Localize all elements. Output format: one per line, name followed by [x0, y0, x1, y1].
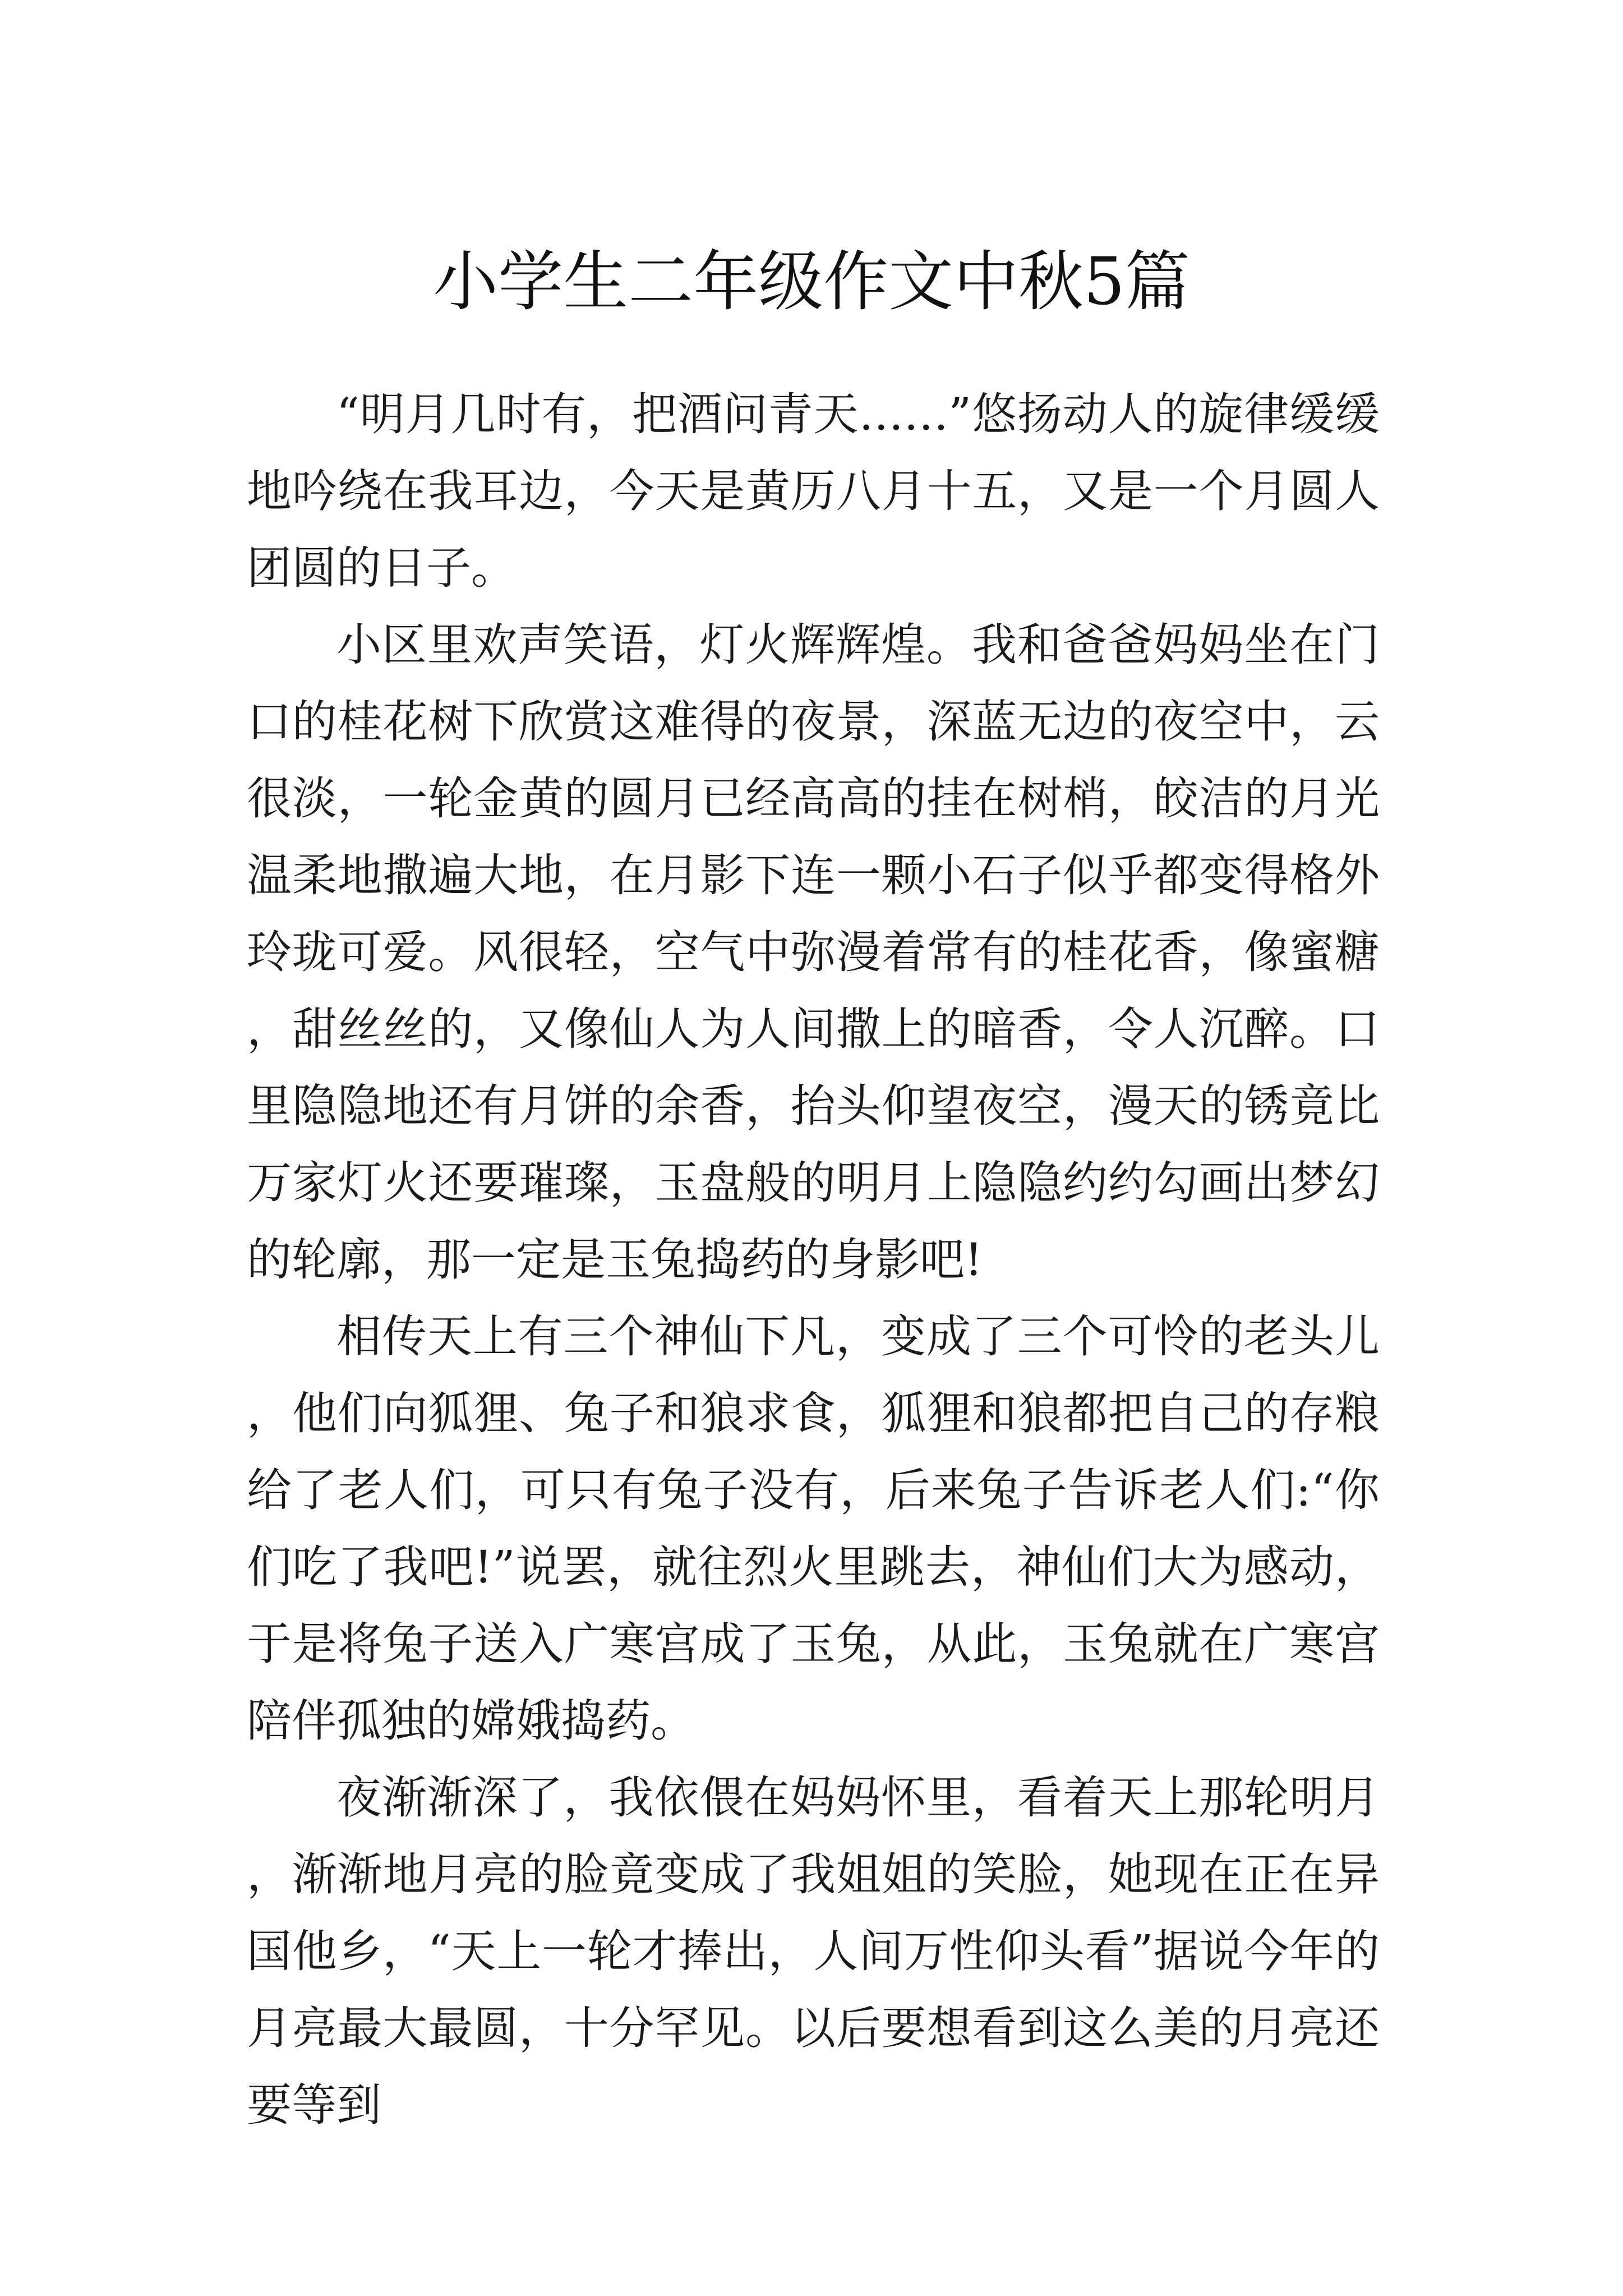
- paragraph-2: 小区里欢声笑语，灯火辉辉煌。我和爸爸妈妈坐在门口的桂花树下欣赏这难得的夜景，深蓝无边的夜空中，云很淡，一轮金黄的圆月已经高高的挂在树梢，皎洁的月光温柔地撒遍大地，在月影下连一颗小石子似乎都变得格外玲珑可爱。风很轻，空气中弥漫着常有的桂花香，像蜜糖，甜丝丝的，又像仙人为人间撒上的暗香，令人沉醉。口里隐隐地还有月饼的余香，抬头仰望夜空，漫天的锈竟比万家灯火还要璀璨，玉盘般的明月上隐隐约约勾画出梦幻的轮廓，那一定是玉兔捣药的身影吧!: [247, 619, 1380, 1286]
- paragraph-4: 夜渐渐深了，我依偎在妈妈怀里，看着天上那轮明月，渐渐地月亮的脸竟变成了我姐姐的笑脸，她现在正在异国他乡，“天上一轮才捧出，人间万性仰头看”据说今年的月亮最大最圆，十分罕见。以后要想看到这么美的月亮还要等到: [247, 1772, 1380, 2131]
- document-title: 小学生二年级作文中秋5篇: [433, 243, 1190, 320]
- paragraph-3: 相传天上有三个神仙下凡，变成了三个可怜的老头儿，他们向狐狸、兔子和狼求食，狐狸和狼都把自己的存粮给了老人们，可只有兔子没有，后来兔子告诉老人们:“你们吃了我吧!”说罢，就往烈火里跳去，神仙们大为感动，于是将兔子送入广寒宫成了玉兔，从此，玉兔就在广寒宫陪伴孤独的嫦娥捣药。: [247, 1310, 1380, 1747]
- paragraph-1: “明月几时有，把酒问青天……”悠扬动人的旋律缓缓地吟绕在我耳边，今天是黄历八月十五，又是一个月圆人团圆的日子。: [247, 388, 1380, 594]
- document-body: [247, 376, 1380, 2143]
